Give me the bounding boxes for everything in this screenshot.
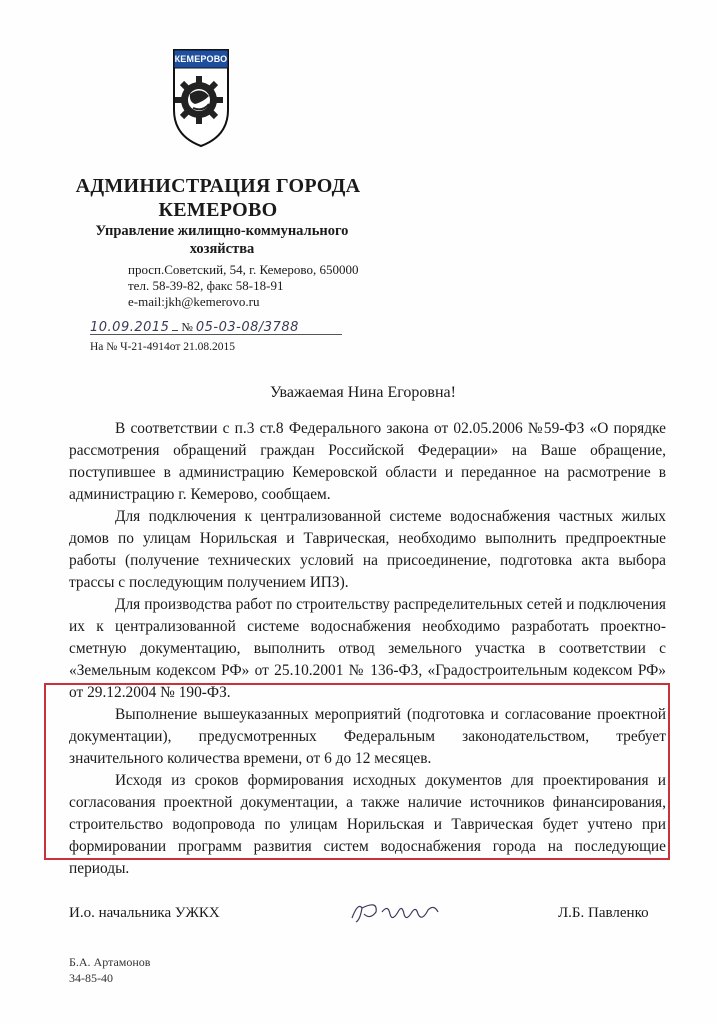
paragraph: Исходя из сроков формирования исходных документов для проектирования и согласования проектной документации, а также наличие источников финансирования, строительство водопровода по улицам Норильская и Таврическая будет учтено при формировании программ развития систем водоснабжения города на последующие периоды. [69, 772, 666, 877]
signatory-title: И.о. начальника УЖКХ [69, 905, 220, 921]
coat-of-arms [172, 48, 230, 148]
registration-line [90, 320, 340, 338]
highlight-box [44, 683, 670, 860]
coat-of-arms-label: КЕМЕРОВО [174, 54, 228, 64]
greeting: Уважаемая Нина Егоровна! [270, 384, 456, 401]
executor-name: Б.А. Артамонов [69, 955, 151, 969]
signatory-name: Л.Б. Павленко [558, 905, 649, 921]
org-line-1: АДМИНИСТРАЦИЯ ГОРОДА [75, 175, 361, 197]
executor-phone: 34-85-40 [69, 971, 113, 985]
handwritten-signature [348, 898, 458, 928]
postal-address: просп.Советский, 54, г. Кемерово, 650000 [128, 262, 359, 277]
address-block [128, 262, 358, 310]
organization-title [68, 174, 368, 222]
reply-reference: На № Ч-21-4914от 21.08.2015 [90, 341, 236, 353]
email: e-mail:jkh@kemerovo.ru [128, 294, 260, 309]
registration-number: 05-03-08/3788 [195, 320, 299, 335]
paragraph: Для производства работ по строительству распределительных сетей и подключения их к централизованной системе водоснабжения необходимо разработать проектно-сметную документацию, выполнить отвод земельного участка в соответствии с «Земельным кодексом РФ» от 25.10.2001 № 136-ФЗ, «Градостроительным кодексом РФ» от 29.12.2004 № 190-ФЗ. [69, 596, 666, 701]
paragraph: Для подключения к централизованной системе водоснабжения частных жилых домов по улицам Норильская и Таврическая, необходимо выполнить предпроектные работы (получение технических условий на присоединение, подготовка акта выбора трассы с последующим получением ИПЗ). [69, 508, 666, 591]
dept-line-2: хозяйства [189, 241, 255, 257]
department-title [74, 222, 370, 258]
number-sign: № [181, 320, 193, 334]
executor-block [69, 954, 150, 986]
registration-date: 10.09.2015 [90, 320, 170, 335]
paragraph: Выполнение вышеуказанных мероприятий (подготовка и согласование проектной документации), предусмотренных Федеральным законодательством, требует значительного количества времени, от 6 до 12 месяцев. [69, 706, 666, 767]
phone-fax: тел. 58-39-82, факс 58-18-91 [128, 278, 284, 293]
org-line-2: КЕМЕРОВО [158, 199, 278, 221]
paragraph: В соответствии с п.3 ст.8 Федерального закона от 02.05.2006 №59-ФЗ «О порядке рассмотрения обращений граждан Российской Федерации» на Ваше обращение, поступившее в администрацию Кемеровской области и переданное на расмотрение в администрацию г. Кемерово, сообщаем. [69, 420, 666, 503]
dept-line-1: Управление жилищно-коммунального [95, 223, 349, 239]
